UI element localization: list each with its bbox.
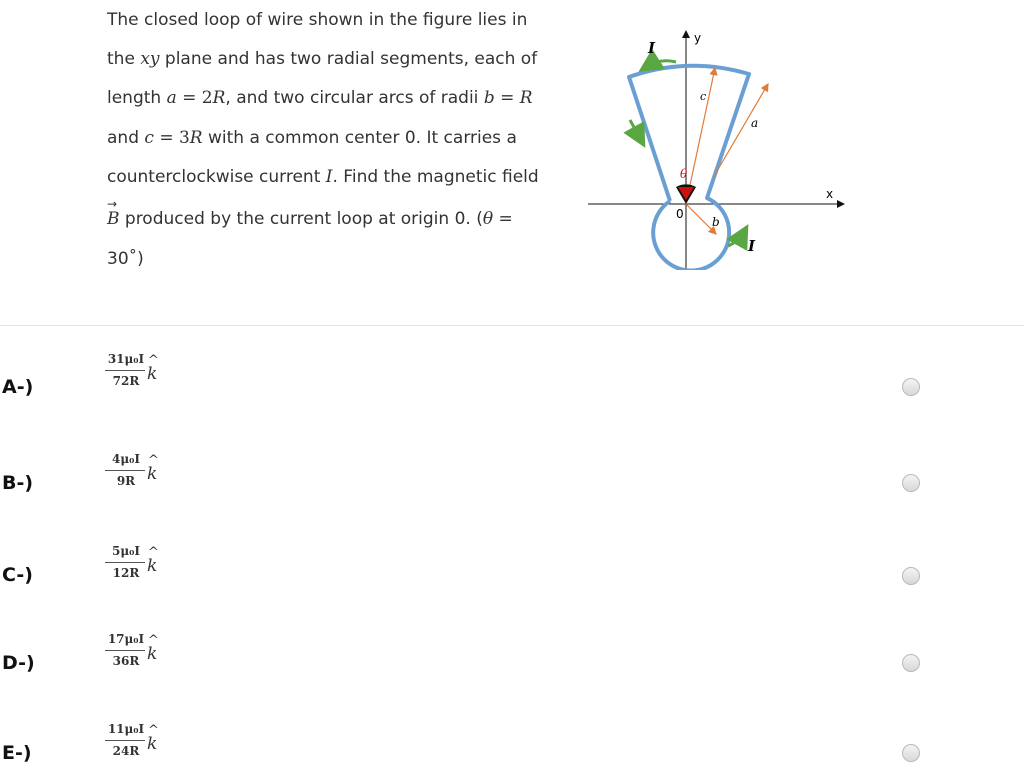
label-theta: θ <box>680 167 688 181</box>
question-line-4 <box>107 128 517 148</box>
unit-vector-k: ^ k <box>147 453 159 484</box>
var-theta: θ <box>482 209 494 229</box>
vector-B: → B <box>107 197 120 229</box>
question-line-6 <box>107 197 513 229</box>
unit-vector-k: ^ k <box>147 723 159 754</box>
fraction-bar <box>105 650 145 651</box>
question-line-7: 30˚) <box>107 249 144 269</box>
label-c: c <box>700 90 707 103</box>
option-label: A-) <box>2 376 34 398</box>
label-b: b <box>712 215 720 229</box>
option-label: B-) <box>2 472 34 494</box>
option-d-radio[interactable] <box>902 654 920 672</box>
fraction-denominator: 72R <box>112 374 140 388</box>
text: , and two circular arcs of radii <box>225 88 484 108</box>
text: plane and has two radial segments, each of <box>159 49 538 69</box>
fraction-denominator: 36R <box>112 654 140 668</box>
question-line-2 <box>107 49 537 69</box>
text: = <box>494 88 520 108</box>
fraction-bar <box>105 470 145 471</box>
text: = <box>493 209 513 229</box>
fraction-denominator: 12R <box>112 566 140 580</box>
text: with a common center 0. It carries a <box>202 128 517 148</box>
question-line-1: The closed loop of wire shown in the figure lies in <box>107 10 528 30</box>
var-I: I <box>325 167 333 187</box>
vector-arrow-icon: → <box>107 197 118 211</box>
var-R: R <box>519 88 533 108</box>
label-origin: 0 <box>676 207 684 221</box>
label-y: y <box>694 31 702 45</box>
var-R: R <box>212 88 226 108</box>
divider <box>0 325 1024 326</box>
option-b[interactable] <box>0 448 1024 508</box>
question-line-3 <box>107 88 533 108</box>
label-x: x <box>826 187 834 201</box>
text: the <box>107 49 141 69</box>
label-I-bottom: I <box>748 237 756 255</box>
var-a: a <box>166 88 177 108</box>
option-b-radio[interactable] <box>902 474 920 492</box>
fraction-numerator: 11μ₀I <box>107 722 145 736</box>
loop-figure <box>588 20 848 270</box>
fraction-numerator: 17μ₀I <box>107 632 145 646</box>
fraction-denominator: 24R <box>112 744 140 758</box>
var-b: b <box>483 88 495 108</box>
fraction-numerator: 31μ₀I <box>107 352 145 366</box>
fraction-denominator: 9R <box>116 474 136 488</box>
option-e[interactable] <box>0 718 1024 778</box>
text: and <box>107 128 145 148</box>
var-xy: xy <box>140 49 160 69</box>
question-line-5 <box>107 167 539 187</box>
text: produced by the current loop at origin 0. ( <box>119 209 483 229</box>
option-label: E-) <box>2 742 32 764</box>
option-c[interactable] <box>0 540 1024 600</box>
text: counterclockwise current <box>107 167 326 187</box>
option-label: C-) <box>2 564 33 586</box>
fraction-bar <box>105 740 145 741</box>
label-a: a <box>751 116 759 130</box>
option-a-radio[interactable] <box>902 378 920 396</box>
unit-vector-k: ^ k <box>147 353 159 384</box>
fraction-bar <box>105 562 145 563</box>
option-a[interactable] <box>0 352 1024 412</box>
hat-icon: ^ <box>148 633 159 648</box>
fraction-numerator: 5μ₀I <box>111 544 140 558</box>
var-R: R <box>189 128 203 148</box>
unit-vector-k: ^ k <box>147 633 159 664</box>
text: length <box>107 88 167 108</box>
hat-icon: ^ <box>148 453 159 468</box>
arrow-left-icon <box>630 120 641 140</box>
text: = 3 <box>153 128 190 148</box>
text: = 2 <box>176 88 213 108</box>
fraction-bar <box>105 370 145 371</box>
hat-icon: ^ <box>148 545 159 560</box>
option-c-radio[interactable] <box>902 567 920 585</box>
text: . Find the magnetic field <box>332 167 539 187</box>
option-label: D-) <box>2 652 35 674</box>
wire-loop <box>629 66 749 270</box>
label-I-top: I <box>648 39 656 57</box>
hat-icon: ^ <box>148 353 159 368</box>
unit-vector-k: ^ k <box>147 545 159 576</box>
option-e-radio[interactable] <box>902 744 920 762</box>
var-c: c <box>144 128 154 148</box>
hat-icon: ^ <box>148 723 159 738</box>
option-d[interactable] <box>0 628 1024 688</box>
fraction-numerator: 4μ₀I <box>111 452 140 466</box>
